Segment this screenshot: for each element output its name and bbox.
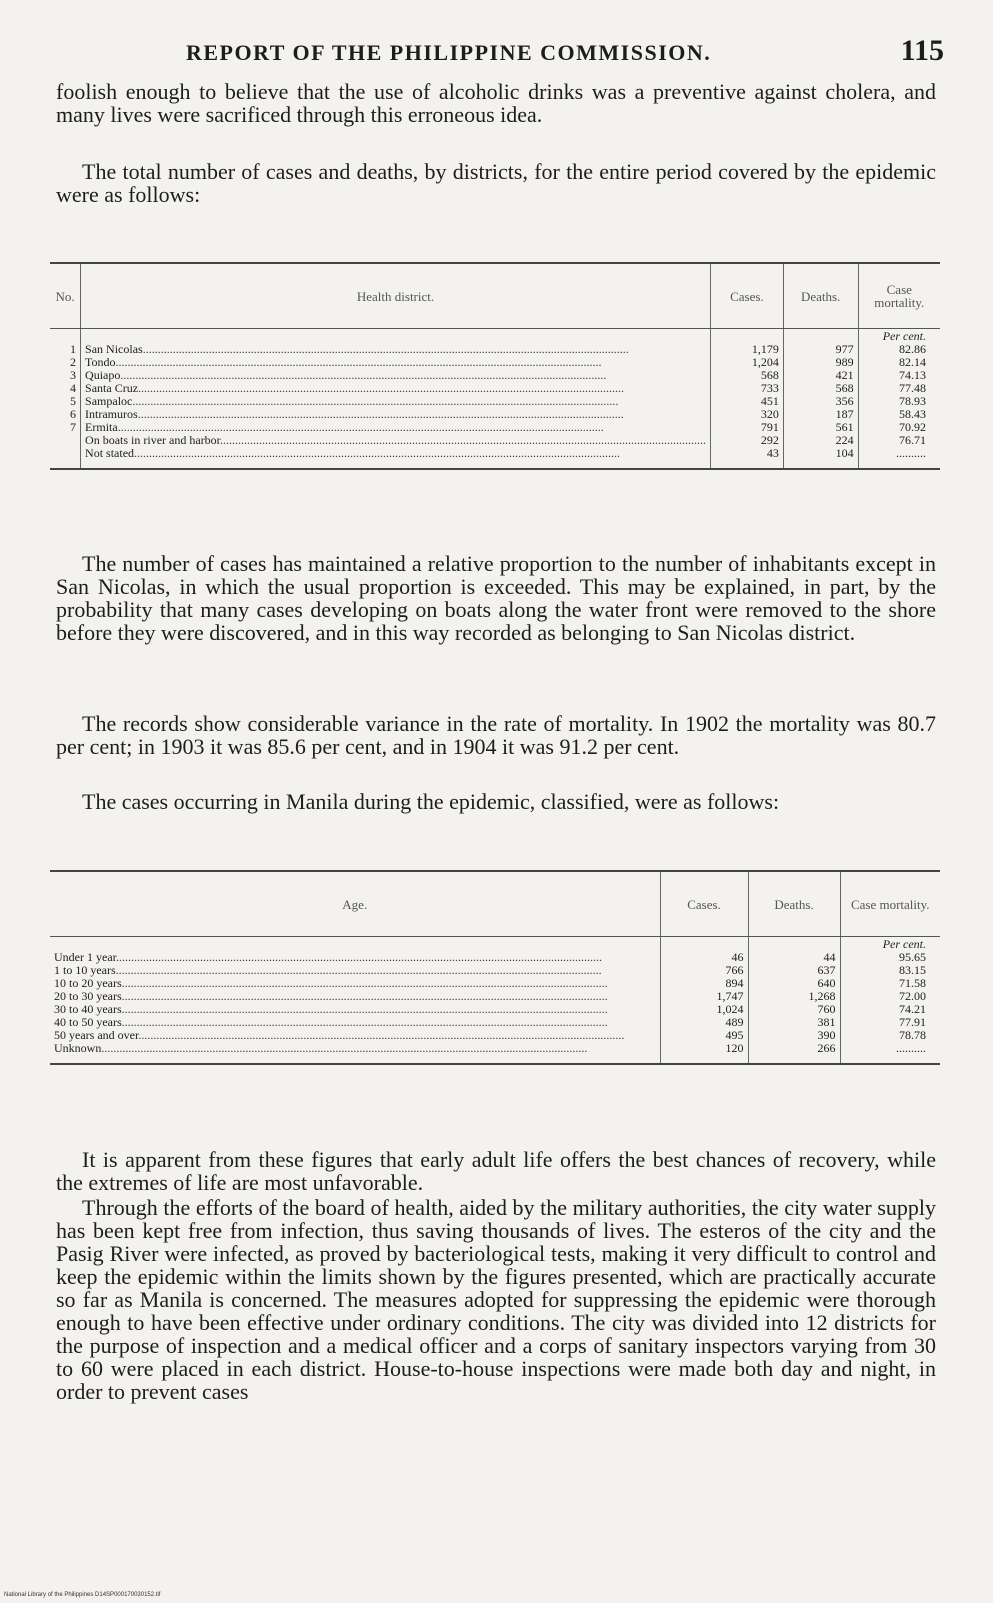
col-header-deaths: Deaths. xyxy=(783,263,858,329)
paragraph-7: Through the efforts of the board of health, aided by the military authorities, the city water supply has been kept free from infection, thus saving thousands of lives. The esteros of the city and the Pasig River were infected, as proved by bacteriological tests, making it very difficult to control and keep the epidemic within the limits shown by the figures presented, which are practically accurate so far as Manila is concerned. The measures adopted for suppressing the epidemic were thorough enough to have been effective under ordinary conditions. The city was divided into 12 districts for the purpose of inspection and a medical officer and a corps of sanitary inspectors varying from 30 to 60 were placed in each district. House-to-house inspections were made both day and night, in order to prevent cases xyxy=(56,1195,936,1404)
table-row: 10 to 20 years ..... 894 640 71.58 xyxy=(50,977,940,990)
table-row: 7 Ermita ..... 791 561 70.92 xyxy=(50,421,940,434)
table-row: 3 Quiapo ..... 568 421 74.13 xyxy=(50,369,940,382)
running-title: REPORT OF THE PHILIPPINE COMMISSION. xyxy=(186,40,712,65)
unit-label: Per cent. xyxy=(882,937,926,951)
age-table xyxy=(50,870,940,1065)
table-row: Unknown ..... 120 266 .......... xyxy=(50,1042,940,1055)
table-row: Not stated ..... 43 104 .......... xyxy=(50,447,940,460)
table-row: 5 Sampaloc ..... 451 356 78.93 xyxy=(50,395,940,408)
table-row: Under 1 year ..... 46 44 95.65 xyxy=(50,951,940,964)
table-row: 2 Tondo ..... 1,204 989 82.14 xyxy=(50,356,940,369)
table-row: 6 Intramuros ..... 320 187 58.43 xyxy=(50,408,940,421)
table-row: On boats in river and harbor ..... 292 224 76.71 xyxy=(50,434,940,447)
table-row: 50 years and over ..... 495 390 78.78 xyxy=(50,1029,940,1042)
paragraph-1: foolish enough to believe that the use of alcoholic drinks was a preventive against cholera, and many lives were sacrificed through this erroneous idea. xyxy=(56,79,936,127)
col-header-no: No. xyxy=(50,263,81,329)
paragraph-3: The number of cases has maintained a relative proportion to the number of inhabitants except in San Nicolas, in which the usual proportion is exceeded. This may be explained, in part, by the probability that many cases developing on boats along the water front were removed to the shore before they were discovered, and in this way recorded as belonging to San Nicolas district. xyxy=(56,551,936,645)
unit-label: Per cent. xyxy=(882,329,926,343)
col-header-mortality: Case mortality. xyxy=(840,871,940,937)
table-row: 40 to 50 years ..... 489 381 77.91 xyxy=(50,1016,940,1029)
table-row: 1 San Nicolas ..... 1,179 977 82.86 xyxy=(50,343,940,356)
paragraph-4: The records show considerable variance in the rate of mortality. In 1902 the mortality was 80.7 per cent; in 1903 it was 85.6 per cent, and in 1904 it was 91.2 per cent. xyxy=(56,711,936,759)
table-row: 4 Santa Cruz ..... 733 568 77.48 xyxy=(50,382,940,395)
col-header-deaths: Deaths. xyxy=(748,871,840,937)
table-row: 1 to 10 years ..... 766 637 83.15 xyxy=(50,964,940,977)
col-header-mortality: Case mortality. xyxy=(858,263,940,329)
age-table-header xyxy=(50,871,940,937)
col-header-age: Age. xyxy=(50,871,660,937)
table-row: 20 to 30 years ..... 1,747 1,268 72.00 xyxy=(50,990,940,1003)
paragraph-6: It is apparent from these figures that early adult life offers the best chances of recovery, while the extremes of life are most unfavorable. xyxy=(56,1147,936,1195)
page-number: 115 xyxy=(900,34,944,67)
col-header-cases: Cases. xyxy=(711,263,784,329)
col-header-district: Health district. xyxy=(81,263,711,329)
col-header-cases: Cases. xyxy=(660,871,748,937)
table-row: 30 to 40 years ..... 1,024 760 74.21 xyxy=(50,1003,940,1016)
paragraph-5: The cases occurring in Manila during the epidemic, classified, were as follows: xyxy=(82,789,780,814)
district-table-header xyxy=(50,263,940,329)
scan-source-label: National Library of the Philippines D14SP000170030152.tif xyxy=(4,1592,161,1598)
district-table xyxy=(50,262,940,470)
paragraph-2: The total number of cases and deaths, by districts, for the entire period covered by the epidemic were as follows: xyxy=(56,159,936,207)
